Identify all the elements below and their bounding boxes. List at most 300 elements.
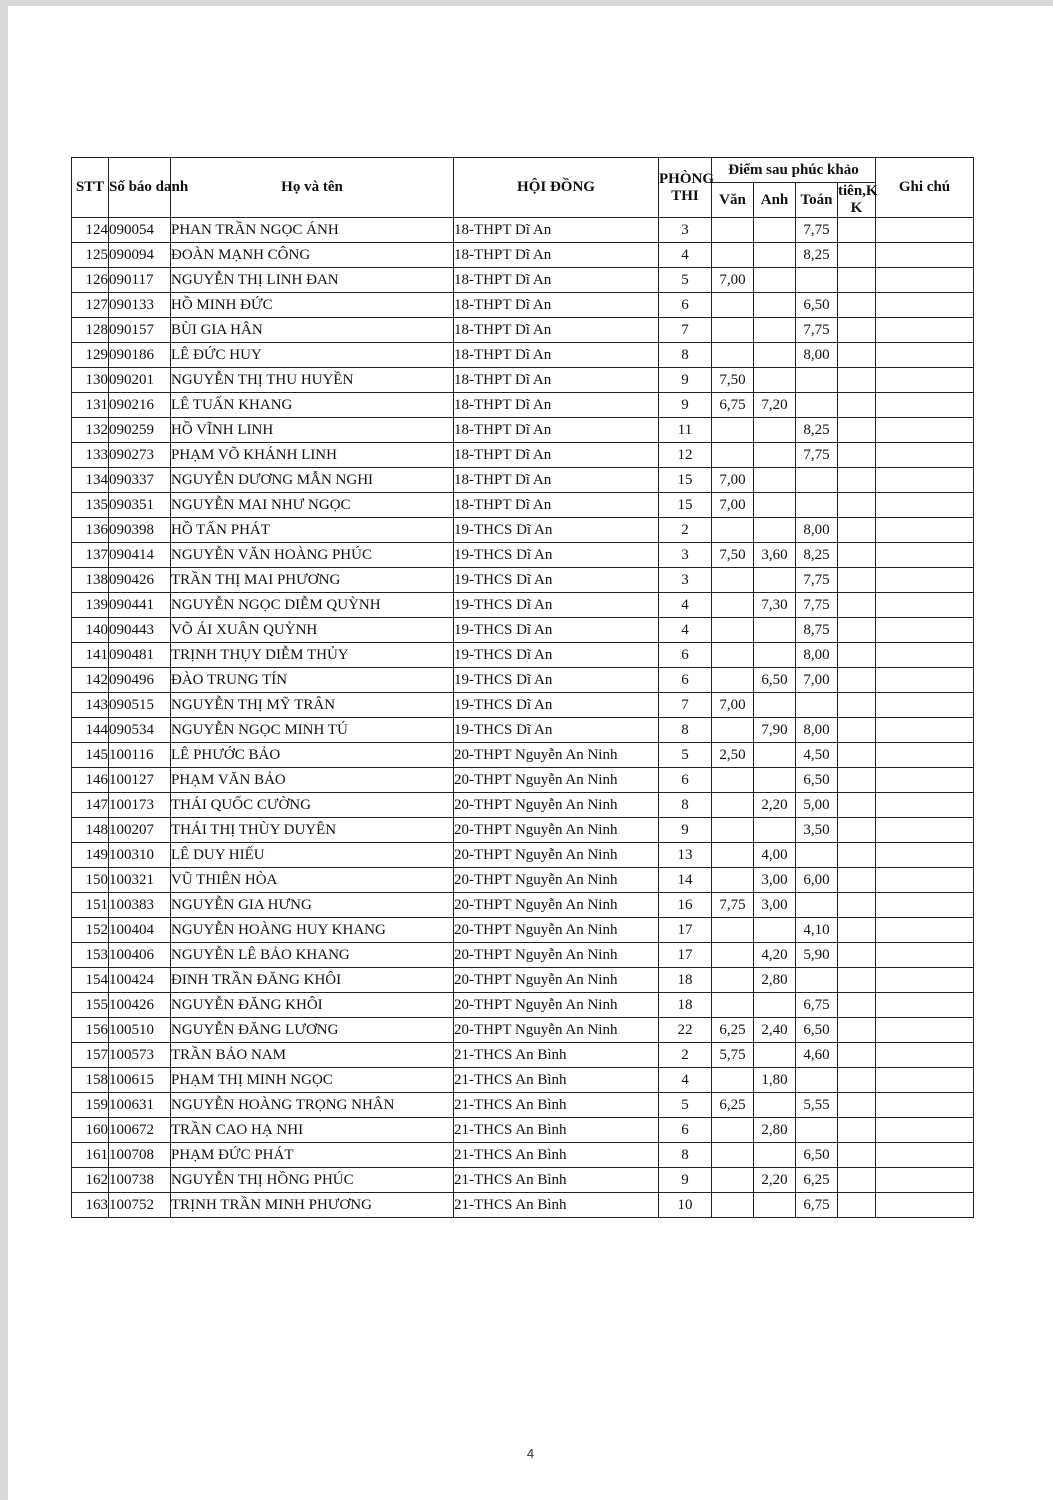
header-room: PHÒNG THI	[659, 158, 712, 218]
table-row	[72, 618, 974, 643]
cell-room: 2	[659, 518, 712, 543]
cell-toan-score	[796, 1118, 838, 1143]
cell-stt: 143	[72, 693, 109, 718]
cell-kk	[838, 818, 876, 843]
cell-kk	[838, 243, 876, 268]
cell-stt: 157	[72, 1043, 109, 1068]
cell-council: 19-THCS Dĩ An	[454, 618, 659, 643]
cell-note	[876, 1018, 974, 1043]
cell-stt: 133	[72, 443, 109, 468]
cell-sbd: 100424	[109, 968, 171, 993]
cell-name: LÊ TUẤN KHANG	[171, 393, 454, 418]
cell-stt: 161	[72, 1143, 109, 1168]
cell-name: PHẠM ĐỨC PHÁT	[171, 1143, 454, 1168]
cell-sbd: 090157	[109, 318, 171, 343]
cell-name: PHẠM VÕ KHÁNH LINH	[171, 443, 454, 468]
cell-toan-score: 5,90	[796, 943, 838, 968]
cell-anh-score	[754, 918, 796, 943]
cell-kk	[838, 943, 876, 968]
cell-note	[876, 568, 974, 593]
cell-toan-score: 7,75	[796, 443, 838, 468]
table-row	[72, 893, 974, 918]
cell-room: 2	[659, 1043, 712, 1068]
cell-note	[876, 718, 974, 743]
cell-room: 16	[659, 893, 712, 918]
cell-council: 19-THCS Dĩ An	[454, 643, 659, 668]
cell-sbd: 100116	[109, 743, 171, 768]
cell-stt: 137	[72, 543, 109, 568]
cell-van-score	[712, 218, 754, 243]
cell-anh-score: 1,80	[754, 1068, 796, 1093]
cell-anh-score	[754, 743, 796, 768]
cell-van-score	[712, 293, 754, 318]
cell-anh-score: 4,20	[754, 943, 796, 968]
header-tienkk: tiên,K K	[838, 183, 878, 216]
cell-name: PHAN TRẦN NGỌC ÁNH	[171, 218, 454, 243]
cell-council: 20-THPT Nguyễn An Ninh	[454, 993, 659, 1018]
cell-note	[876, 1043, 974, 1068]
cell-toan-score: 7,75	[796, 218, 838, 243]
cell-council: 21-THCS An Bình	[454, 1168, 659, 1193]
cell-room: 4	[659, 1068, 712, 1093]
cell-kk	[838, 718, 876, 743]
cell-note	[876, 1143, 974, 1168]
cell-van-score	[712, 943, 754, 968]
page-number: 4	[526, 1446, 535, 1461]
header-score-group: Điểm sau phúc khảo	[712, 158, 876, 183]
table-header	[72, 158, 974, 218]
cell-van-score: 5,75	[712, 1043, 754, 1068]
table-row	[72, 1143, 974, 1168]
table-row	[72, 543, 974, 568]
cell-room: 4	[659, 618, 712, 643]
cell-toan-score: 8,25	[796, 418, 838, 443]
cell-room: 9	[659, 1168, 712, 1193]
cell-sbd: 100127	[109, 768, 171, 793]
cell-kk	[838, 1168, 876, 1193]
cell-toan-score: 7,75	[796, 568, 838, 593]
cell-name: TRẦN CAO HẠ NHI	[171, 1118, 454, 1143]
cell-van-score: 6,25	[712, 1093, 754, 1118]
cell-note	[876, 268, 974, 293]
cell-council: 18-THPT Dĩ An	[454, 368, 659, 393]
cell-name: NGUYỄN VĂN HOÀNG PHÚC	[171, 543, 454, 568]
cell-van-score	[712, 593, 754, 618]
cell-toan-score: 4,10	[796, 918, 838, 943]
table-row	[72, 293, 974, 318]
cell-toan-score	[796, 268, 838, 293]
cell-council: 20-THPT Nguyễn An Ninh	[454, 743, 659, 768]
cell-council: 21-THCS An Bình	[454, 1193, 659, 1218]
cell-sbd: 090201	[109, 368, 171, 393]
header-anh: Anh	[754, 183, 796, 218]
cell-name: NGUYỄN NGỌC MINH TÚ	[171, 718, 454, 743]
cell-stt: 144	[72, 718, 109, 743]
table-row	[72, 643, 974, 668]
cell-stt: 127	[72, 293, 109, 318]
cell-van-score	[712, 518, 754, 543]
cell-kk	[838, 568, 876, 593]
cell-note	[876, 1168, 974, 1193]
cell-stt: 124	[72, 218, 109, 243]
cell-room: 8	[659, 793, 712, 818]
cell-toan-score: 8,00	[796, 343, 838, 368]
cell-toan-score: 6,00	[796, 868, 838, 893]
cell-name: LÊ PHƯỚC BẢO	[171, 743, 454, 768]
cell-room: 9	[659, 393, 712, 418]
cell-room: 17	[659, 918, 712, 943]
table-row	[72, 1018, 974, 1043]
header-name: Họ và tên	[171, 158, 454, 218]
cell-council: 20-THPT Nguyễn An Ninh	[454, 818, 659, 843]
cell-stt: 136	[72, 518, 109, 543]
cell-note	[876, 618, 974, 643]
cell-toan-score	[796, 693, 838, 718]
cell-stt: 135	[72, 493, 109, 518]
cell-name: NGUYỄN ĐĂNG LƯƠNG	[171, 1018, 454, 1043]
cell-stt: 153	[72, 943, 109, 968]
cell-van-score	[712, 318, 754, 343]
cell-council: 20-THPT Nguyễn An Ninh	[454, 918, 659, 943]
cell-anh-score	[754, 318, 796, 343]
cell-note	[876, 1118, 974, 1143]
cell-council: 20-THPT Nguyễn An Ninh	[454, 793, 659, 818]
cell-name: NGUYỄN DƯƠNG MẪN NGHI	[171, 468, 454, 493]
cell-name: HỒ TẤN PHÁT	[171, 518, 454, 543]
cell-stt: 126	[72, 268, 109, 293]
cell-council: 18-THPT Dĩ An	[454, 343, 659, 368]
cell-room: 18	[659, 993, 712, 1018]
cell-council: 18-THPT Dĩ An	[454, 243, 659, 268]
cell-name: NGUYỄN THỊ LINH ĐAN	[171, 268, 454, 293]
table-row	[72, 1068, 974, 1093]
cell-sbd: 100404	[109, 918, 171, 943]
cell-stt: 140	[72, 618, 109, 643]
cell-council: 18-THPT Dĩ An	[454, 218, 659, 243]
cell-kk	[838, 893, 876, 918]
cell-name: TRẦN THỊ MAI PHƯƠNG	[171, 568, 454, 593]
cell-anh-score: 3,00	[754, 868, 796, 893]
cell-room: 9	[659, 818, 712, 843]
cell-stt: 128	[72, 318, 109, 343]
cell-note	[876, 318, 974, 343]
cell-room: 11	[659, 418, 712, 443]
cell-kk	[838, 293, 876, 318]
cell-note	[876, 1068, 974, 1093]
cell-toan-score: 7,75	[796, 318, 838, 343]
cell-note	[876, 893, 974, 918]
cell-kk	[838, 1018, 876, 1043]
cell-van-score	[712, 718, 754, 743]
cell-sbd: 090186	[109, 343, 171, 368]
table-row	[72, 1043, 974, 1068]
cell-kk	[838, 918, 876, 943]
cell-sbd: 100406	[109, 943, 171, 968]
cell-stt: 130	[72, 368, 109, 393]
cell-stt: 146	[72, 768, 109, 793]
cell-kk	[838, 318, 876, 343]
cell-toan-score: 6,25	[796, 1168, 838, 1193]
cell-note	[876, 943, 974, 968]
cell-sbd: 090496	[109, 668, 171, 693]
cell-council: 21-THCS An Bình	[454, 1043, 659, 1068]
table-row	[72, 493, 974, 518]
cell-name: TRẦN BẢO NAM	[171, 1043, 454, 1068]
cell-room: 13	[659, 843, 712, 868]
cell-council: 18-THPT Dĩ An	[454, 468, 659, 493]
cell-van-score	[712, 918, 754, 943]
cell-sbd: 100573	[109, 1043, 171, 1068]
cell-note	[876, 793, 974, 818]
cell-anh-score	[754, 293, 796, 318]
cell-toan-score	[796, 368, 838, 393]
cell-room: 22	[659, 1018, 712, 1043]
cell-sbd: 090481	[109, 643, 171, 668]
table-row	[72, 718, 974, 743]
cell-anh-score	[754, 443, 796, 468]
cell-kk	[838, 643, 876, 668]
cell-kk	[838, 468, 876, 493]
cell-room: 6	[659, 768, 712, 793]
cell-room: 12	[659, 443, 712, 468]
cell-note	[876, 968, 974, 993]
cell-council: 18-THPT Dĩ An	[454, 418, 659, 443]
cell-kk	[838, 493, 876, 518]
cell-van-score: 7,00	[712, 268, 754, 293]
cell-council: 18-THPT Dĩ An	[454, 268, 659, 293]
cell-van-score	[712, 1118, 754, 1143]
table-row	[72, 218, 974, 243]
cell-toan-score: 5,55	[796, 1093, 838, 1118]
header-toan: Toán	[796, 183, 838, 218]
cell-toan-score	[796, 843, 838, 868]
cell-kk	[838, 268, 876, 293]
cell-stt: 132	[72, 418, 109, 443]
cell-note	[876, 293, 974, 318]
cell-toan-score	[796, 393, 838, 418]
cell-stt: 154	[72, 968, 109, 993]
cell-room: 6	[659, 293, 712, 318]
cell-kk	[838, 1143, 876, 1168]
cell-toan-score: 6,50	[796, 768, 838, 793]
cell-van-score: 7,00	[712, 693, 754, 718]
table-row	[72, 318, 974, 343]
cell-anh-score	[754, 818, 796, 843]
cell-kk	[838, 393, 876, 418]
cell-stt: 131	[72, 393, 109, 418]
cell-name: NGUYỄN HOÀNG HUY KHANG	[171, 918, 454, 943]
cell-stt: 151	[72, 893, 109, 918]
cell-council: 19-THCS Dĩ An	[454, 718, 659, 743]
cell-toan-score: 8,25	[796, 243, 838, 268]
cell-kk	[838, 793, 876, 818]
cell-room: 8	[659, 718, 712, 743]
cell-kk	[838, 1043, 876, 1068]
header-sbd: Số báo danh	[109, 158, 171, 218]
table-row	[72, 868, 974, 893]
cell-sbd: 090133	[109, 293, 171, 318]
cell-name: PHẠM THỊ MINH NGỌC	[171, 1068, 454, 1093]
cell-stt: 134	[72, 468, 109, 493]
cell-anh-score	[754, 618, 796, 643]
cell-room: 5	[659, 1093, 712, 1118]
cell-kk	[838, 1118, 876, 1143]
table-row	[72, 918, 974, 943]
cell-name: NGUYỄN NGỌC DIỄM QUỲNH	[171, 593, 454, 618]
table-body	[72, 218, 974, 1218]
cell-van-score	[712, 668, 754, 693]
cell-stt: 155	[72, 993, 109, 1018]
cell-note	[876, 493, 974, 518]
cell-note	[876, 993, 974, 1018]
cell-note	[876, 518, 974, 543]
cell-note	[876, 593, 974, 618]
cell-toan-score: 8,00	[796, 643, 838, 668]
cell-name: NGUYỄN MAI NHƯ NGỌC	[171, 493, 454, 518]
cell-room: 3	[659, 543, 712, 568]
cell-name: THÁI QUỐC CƯỜNG	[171, 793, 454, 818]
cell-room: 17	[659, 943, 712, 968]
cell-sbd: 100383	[109, 893, 171, 918]
cell-name: NGUYỄN GIA HƯNG	[171, 893, 454, 918]
cell-anh-score: 2,40	[754, 1018, 796, 1043]
cell-kk	[838, 1068, 876, 1093]
cell-room: 7	[659, 693, 712, 718]
cell-note	[876, 768, 974, 793]
cell-anh-score	[754, 693, 796, 718]
cell-council: 18-THPT Dĩ An	[454, 393, 659, 418]
table-row	[72, 443, 974, 468]
cell-room: 5	[659, 268, 712, 293]
cell-van-score	[712, 243, 754, 268]
cell-sbd: 100173	[109, 793, 171, 818]
score-table	[71, 157, 974, 1218]
cell-sbd: 100426	[109, 993, 171, 1018]
cell-note	[876, 343, 974, 368]
table-row	[72, 743, 974, 768]
cell-name: HỒ VĨNH LINH	[171, 418, 454, 443]
cell-note	[876, 368, 974, 393]
cell-anh-score	[754, 1193, 796, 1218]
cell-sbd: 090426	[109, 568, 171, 593]
header-note: Ghi chú	[876, 158, 974, 218]
cell-room: 14	[659, 868, 712, 893]
cell-van-score	[712, 818, 754, 843]
table-row	[72, 568, 974, 593]
cell-toan-score	[796, 968, 838, 993]
table-row	[72, 668, 974, 693]
cell-anh-score	[754, 493, 796, 518]
cell-toan-score	[796, 493, 838, 518]
cell-anh-score	[754, 1043, 796, 1068]
table-row	[72, 943, 974, 968]
cell-stt: 129	[72, 343, 109, 368]
cell-council: 19-THCS Dĩ An	[454, 543, 659, 568]
cell-council: 18-THPT Dĩ An	[454, 293, 659, 318]
cell-van-score: 7,50	[712, 543, 754, 568]
cell-sbd: 100738	[109, 1168, 171, 1193]
cell-note	[876, 443, 974, 468]
cell-anh-score: 7,20	[754, 393, 796, 418]
cell-room: 3	[659, 218, 712, 243]
cell-stt: 148	[72, 818, 109, 843]
cell-note	[876, 643, 974, 668]
cell-toan-score: 8,00	[796, 718, 838, 743]
cell-council: 19-THCS Dĩ An	[454, 568, 659, 593]
cell-anh-score	[754, 768, 796, 793]
cell-note	[876, 218, 974, 243]
table-row	[72, 1093, 974, 1118]
cell-van-score	[712, 968, 754, 993]
cell-toan-score: 4,60	[796, 1043, 838, 1068]
cell-anh-score: 3,60	[754, 543, 796, 568]
cell-council: 20-THPT Nguyễn An Ninh	[454, 768, 659, 793]
cell-anh-score: 2,20	[754, 793, 796, 818]
cell-anh-score	[754, 643, 796, 668]
cell-stt: 138	[72, 568, 109, 593]
table-row	[72, 393, 974, 418]
table-row	[72, 593, 974, 618]
cell-toan-score: 7,00	[796, 668, 838, 693]
cell-anh-score: 7,30	[754, 593, 796, 618]
cell-stt: 156	[72, 1018, 109, 1043]
table-row	[72, 418, 974, 443]
cell-note	[876, 1093, 974, 1118]
cell-stt: 160	[72, 1118, 109, 1143]
cell-sbd: 090414	[109, 543, 171, 568]
cell-kk	[838, 768, 876, 793]
cell-note	[876, 818, 974, 843]
cell-note	[876, 543, 974, 568]
cell-sbd: 100321	[109, 868, 171, 893]
cell-council: 20-THPT Nguyễn An Ninh	[454, 943, 659, 968]
cell-note	[876, 393, 974, 418]
table-row	[72, 818, 974, 843]
cell-name: HỒ MINH ĐỨC	[171, 293, 454, 318]
cell-toan-score	[796, 1068, 838, 1093]
table-row	[72, 368, 974, 393]
cell-van-score: 6,25	[712, 1018, 754, 1043]
cell-room: 6	[659, 668, 712, 693]
cell-sbd: 090117	[109, 268, 171, 293]
cell-room: 8	[659, 343, 712, 368]
cell-kk	[838, 218, 876, 243]
cell-anh-score	[754, 418, 796, 443]
cell-sbd: 100207	[109, 818, 171, 843]
cell-room: 9	[659, 368, 712, 393]
cell-anh-score: 2,20	[754, 1168, 796, 1193]
cell-sbd: 100708	[109, 1143, 171, 1168]
cell-sbd: 090515	[109, 693, 171, 718]
cell-van-score	[712, 618, 754, 643]
cell-name: TRỊNH TRẦN MINH PHƯƠNG	[171, 1193, 454, 1218]
cell-van-score	[712, 1068, 754, 1093]
cell-note	[876, 243, 974, 268]
cell-stt: 159	[72, 1093, 109, 1118]
cell-anh-score	[754, 368, 796, 393]
cell-stt: 125	[72, 243, 109, 268]
cell-council: 20-THPT Nguyễn An Ninh	[454, 968, 659, 993]
cell-anh-score: 7,90	[754, 718, 796, 743]
table-row	[72, 993, 974, 1018]
cell-note	[876, 868, 974, 893]
cell-name: NGUYỄN THỊ HỒNG PHÚC	[171, 1168, 454, 1193]
cell-stt: 162	[72, 1168, 109, 1193]
cell-sbd: 090441	[109, 593, 171, 618]
cell-kk	[838, 443, 876, 468]
cell-kk	[838, 418, 876, 443]
cell-note	[876, 693, 974, 718]
